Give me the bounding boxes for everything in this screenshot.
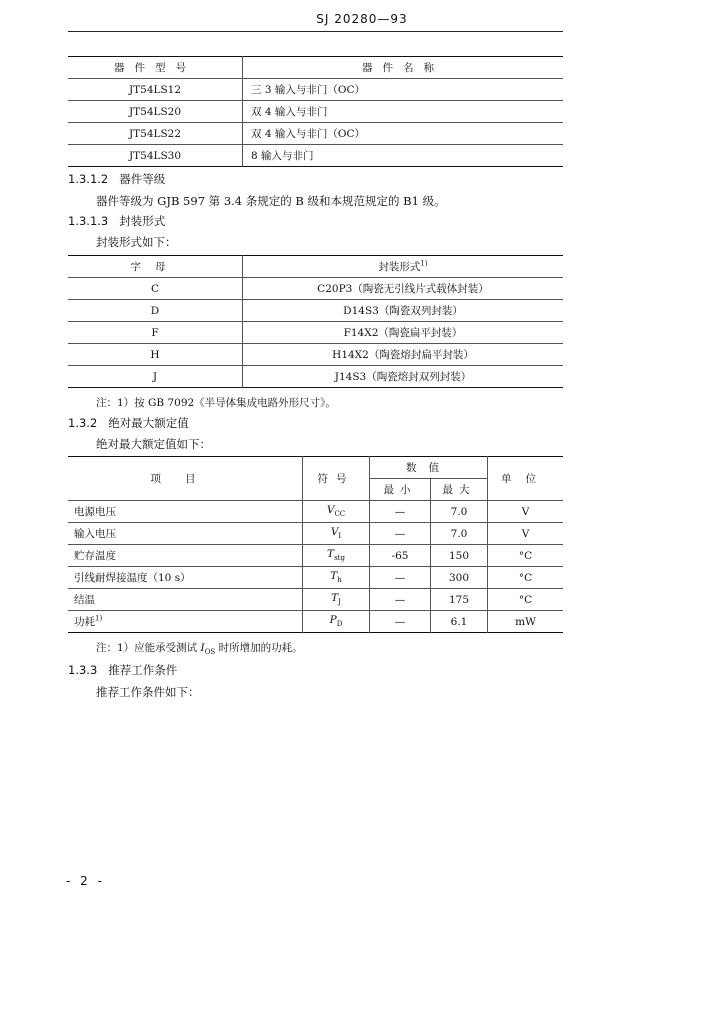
symbol-cell [303, 611, 370, 633]
package-footnote: 注：1）按 GB 7092《半导体集成电路外形尺寸》。 [96, 397, 336, 409]
table-row [68, 523, 563, 545]
symbol-subscript: D [336, 620, 343, 629]
letter-cell: H [68, 344, 243, 366]
unit-cell: °C [488, 545, 564, 567]
symbol-subscript: h [337, 576, 342, 585]
table-row [68, 366, 563, 388]
section-title: 器件等级 [119, 172, 166, 186]
device-name-cell: 三 3 输入与非门（OC） [243, 79, 564, 101]
package-paragraph: 封装形式如下： [96, 235, 177, 249]
package-cell: F14X2（陶瓷扁平封装） [243, 322, 564, 344]
max-cell: 150 [431, 545, 488, 567]
device-type-cell: JT54LS30 [68, 145, 243, 167]
column-header-unit: 单位 [488, 457, 564, 501]
device-name-cell: 双 4 输入与非门（OC） [243, 123, 564, 145]
max-cell: 7.0 [431, 523, 488, 545]
table-row [68, 101, 563, 123]
column-header-device-name: 器件名称 [243, 57, 564, 79]
item-cell: 贮存温度 [68, 545, 303, 567]
item-cell: 电源电压 [68, 501, 303, 523]
device-type-cell: JT54LS12 [68, 79, 243, 101]
symbol-letter: V [330, 526, 339, 539]
column-header-package [243, 256, 564, 278]
max-cell: 7.0 [431, 501, 488, 523]
section-heading-1313 [68, 213, 165, 229]
section-title: 绝对最大额定值 [108, 416, 189, 430]
device-name-cell: 双 4 输入与非门 [243, 101, 564, 123]
ratings-paragraph: 绝对最大额定值如下： [96, 437, 211, 451]
min-cell: — [370, 611, 431, 633]
section-number: 1.3.1.2 [68, 172, 109, 186]
unit-cell: mW [515, 615, 536, 628]
column-header-value: 数值 [370, 457, 488, 479]
device-type-table [68, 56, 563, 167]
letter-cell: C [68, 278, 243, 300]
min-cell: — [370, 567, 431, 589]
symbol-cell [303, 545, 370, 567]
column-header-package-text: 封装形式 [378, 261, 421, 273]
table-row [68, 145, 563, 167]
symbol-letter: V [326, 504, 335, 517]
column-header-max: 最大 [431, 479, 488, 501]
table-row [68, 300, 563, 322]
table-row [68, 545, 563, 567]
document-code: SJ 20280—93 [316, 12, 408, 26]
table-row [68, 501, 563, 523]
table-header-row [68, 457, 563, 479]
device-name-cell: 8 输入与非门 [251, 150, 314, 162]
footnote-symbol: I [200, 642, 205, 654]
operating-conditions-paragraph: 推荐工作条件如下： [96, 685, 200, 699]
column-header-device-type: 器件型号 [68, 57, 243, 79]
table-row [68, 278, 563, 300]
symbol-letter: T [331, 592, 339, 605]
symbol-letter: T [330, 570, 338, 583]
section-number: 1.3.1.3 [68, 214, 109, 228]
table-header-row [68, 57, 563, 79]
table-row [68, 322, 563, 344]
package-cell: C20P3（陶瓷无引线片式载体封装） [243, 278, 564, 300]
package-table [68, 255, 563, 388]
table-row [68, 589, 563, 611]
absolute-max-ratings-table [68, 456, 563, 633]
section-heading-133 [68, 662, 177, 678]
max-cell: 300 [431, 567, 488, 589]
symbol-cell [303, 501, 370, 523]
min-cell: — [370, 589, 431, 611]
package-cell: D14S3（陶瓷双列封装） [243, 300, 564, 322]
unit-cell: °C [488, 589, 564, 611]
symbol-letter: T [327, 548, 335, 561]
column-header-letter: 字母 [68, 256, 243, 278]
package-cell: H14X2（陶瓷熔封扁平封装） [243, 344, 564, 366]
table-row [68, 611, 563, 633]
letter-cell: J [68, 366, 243, 388]
unit-cell: °C [488, 567, 564, 589]
footnote-marker: 1) [95, 614, 103, 623]
column-header-item: 项目 [68, 457, 303, 501]
unit-cell: V [488, 501, 564, 523]
item-cell: 引线耐焊接温度（10 s） [68, 567, 303, 589]
footnote-symbol-subscript: OS [204, 648, 216, 657]
max-cell: 175 [431, 589, 488, 611]
symbol-subscript: J [338, 598, 341, 607]
footnote-prefix: 注：1）应能承受测试 [96, 642, 201, 654]
item-cell: 结温 [68, 589, 303, 611]
page-number: - 2 - [66, 874, 105, 888]
section-heading-132 [68, 415, 189, 431]
section-title: 封装形式 [119, 214, 166, 228]
section-heading-1312 [68, 171, 165, 187]
table-row [68, 79, 563, 101]
item-cell [68, 611, 303, 633]
unit-cell: V [488, 523, 564, 545]
package-cell: J14S3（陶瓷熔封双列封装） [334, 371, 472, 383]
min-cell: -65 [370, 545, 431, 567]
letter-cell: D [68, 300, 243, 322]
column-header-min: 最小 [370, 479, 431, 501]
symbol-subscript: CC [334, 510, 346, 519]
table-header-row [68, 256, 563, 278]
footnote-suffix: 时所增加的功耗。 [215, 642, 303, 654]
table-row [68, 344, 563, 366]
symbol-cell [303, 567, 370, 589]
section-number: 1.3.3 [68, 663, 98, 677]
symbol-letter: P [329, 614, 337, 627]
symbol-cell [303, 523, 370, 545]
max-cell: 6.1 [431, 611, 488, 633]
table-row [68, 567, 563, 589]
footnote-marker: 1) [420, 259, 428, 268]
table-row [68, 123, 563, 145]
min-cell: — [370, 523, 431, 545]
ratings-footnote [96, 640, 303, 656]
section-number: 1.3.2 [68, 416, 98, 430]
min-cell: — [370, 501, 431, 523]
symbol-subscript: stg [334, 554, 345, 563]
symbol-subscript: I [338, 532, 342, 541]
device-type-cell: JT54LS20 [68, 101, 243, 123]
item-text: 功耗 [74, 616, 95, 628]
header-rule [68, 31, 563, 32]
device-grade-paragraph: 器件等级为 GJB 597 第 3.4 条规定的 B 级和本规范规定的 B1 级。 [96, 194, 446, 208]
device-type-cell: JT54LS22 [68, 123, 243, 145]
symbol-cell [303, 589, 370, 611]
column-header-symbol: 符号 [303, 457, 370, 501]
letter-cell: F [68, 322, 243, 344]
section-title: 推荐工作条件 [108, 663, 178, 677]
item-cell: 输入电压 [68, 523, 303, 545]
